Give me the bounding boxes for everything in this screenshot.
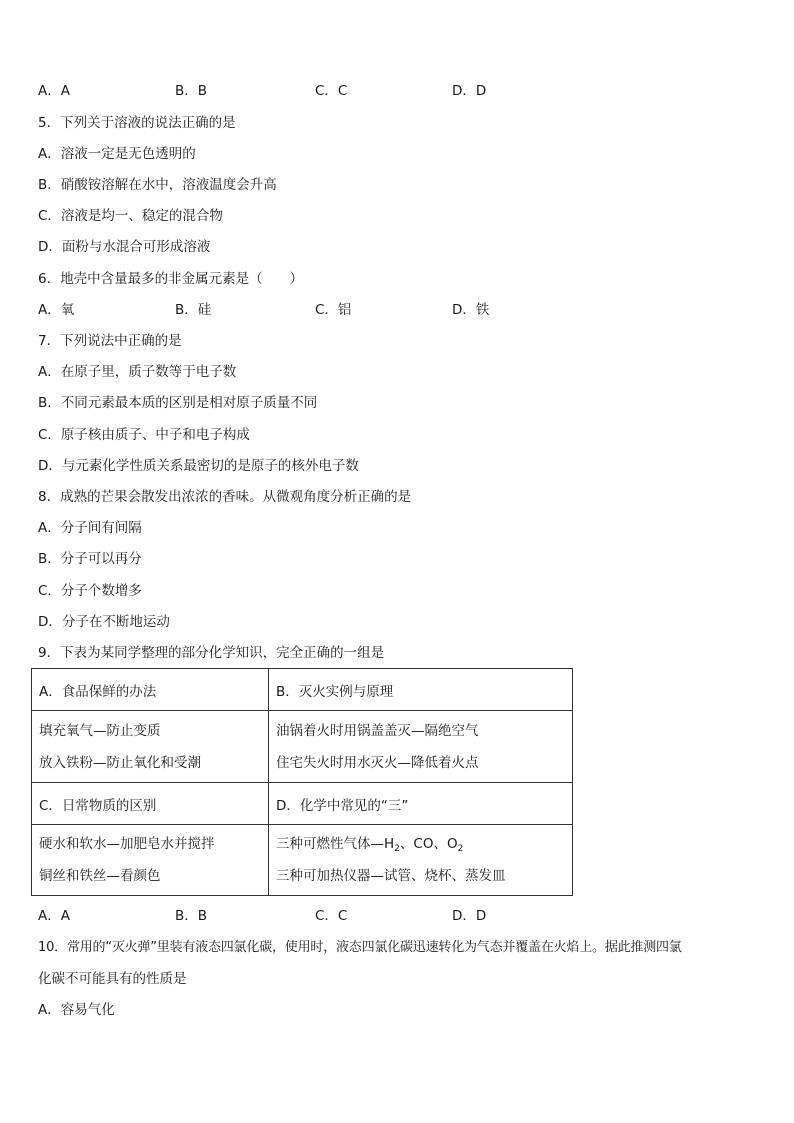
table-cell-d-head: D．化学中常见的“三” bbox=[269, 783, 573, 825]
table-b-line-2: 住宅失火时用水灭火—降低着火点 bbox=[276, 754, 479, 771]
q8-option-a: A．分子间有间隔 bbox=[38, 520, 142, 536]
table-cell-c-body bbox=[32, 825, 269, 896]
subscript-2: 2 bbox=[457, 844, 464, 854]
table-cell-a-head: A．食品保鲜的办法 bbox=[32, 669, 269, 711]
q7-stem: 7．下列说法中正确的是 bbox=[38, 333, 182, 349]
q7-option-c: C．原子核由质子、中子和电子构成 bbox=[38, 427, 250, 443]
q4-option-c: C．C bbox=[315, 83, 348, 99]
q6-option-b: B．硅 bbox=[175, 302, 212, 318]
q7-option-a: A．在原子里，质子数等于电子数 bbox=[38, 364, 237, 380]
table-cell-d-body bbox=[269, 825, 573, 896]
q6-option-c: C．铝 bbox=[315, 302, 352, 318]
q9-option-b: B．B bbox=[175, 908, 208, 924]
table-d-line-1-mid: 、CO、O bbox=[399, 836, 458, 852]
q8-option-c: C．分子个数增多 bbox=[38, 583, 142, 599]
q7-option-b: B．不同元素最本质的区别是相对原子质量不同 bbox=[38, 395, 318, 411]
q4-option-a: A．A bbox=[38, 83, 70, 99]
subscript-2: 2 bbox=[394, 844, 400, 854]
table-a-line-2: 放入铁粉—防止氧化和受潮 bbox=[39, 754, 201, 771]
table-d-line-1 bbox=[276, 828, 565, 860]
table-c-line-1: 硬水和软水—加肥皂水并搅拌 bbox=[39, 836, 215, 852]
table-cell-b-head: B．灭火实例与原理 bbox=[269, 669, 573, 711]
q4-option-b: B．B bbox=[175, 83, 208, 99]
q4-option-d: D．D bbox=[452, 83, 487, 99]
q5-option-b: B．硝酸铵溶解在水中，溶液温度会升高 bbox=[38, 177, 277, 193]
q7-option-d: D．与元素化学性质关系最密切的是原子的核外电子数 bbox=[38, 458, 359, 474]
q8-option-b: B．分子可以再分 bbox=[38, 551, 142, 567]
q10-stem-line-2: 化碳不可能具有的性质是 bbox=[38, 971, 187, 987]
q6-stem: 6．地壳中含量最多的非金属元素是（ ） bbox=[38, 271, 304, 287]
q10-stem-line-1: 10．常用的“灭火弹”里装有液态四氯化碳，使用时，液态四氯化碳迅速转化为气态并覆盖在火焰上。据此推测四氯 bbox=[38, 940, 682, 955]
table-a-line-1: 填充氧气—防止变质 bbox=[39, 722, 161, 739]
knowledge-table bbox=[31, 668, 573, 896]
table-c-line-2: 铜丝和铁丝—看颜色 bbox=[39, 868, 161, 884]
q8-stem: 8．成熟的芒果会散发出浓浓的香味。从微观角度分析正确的是 bbox=[38, 489, 412, 505]
q5-stem: 5．下列关于溶液的说法正确的是 bbox=[38, 115, 236, 131]
q10-option-a: A．容易气化 bbox=[38, 1002, 115, 1018]
q6-option-a: A．氧 bbox=[38, 302, 75, 318]
q9-option-c: C．C bbox=[315, 908, 348, 924]
q6-options bbox=[38, 300, 598, 320]
q5-option-a: A．溶液一定是无色透明的 bbox=[38, 146, 196, 162]
q6-option-d: D．铁 bbox=[452, 302, 490, 318]
q9-option-d: D．D bbox=[452, 908, 487, 924]
table-cell-a-body bbox=[32, 711, 269, 783]
table-cell-b-body bbox=[269, 711, 573, 783]
q4-options bbox=[38, 81, 598, 101]
q9-option-a: A．A bbox=[38, 908, 70, 924]
table-d-line-1-prefix: 三种可燃性气体—H bbox=[276, 836, 395, 852]
table-cell-c-head: C．日常物质的区别 bbox=[32, 783, 269, 825]
q5-option-c: C．溶液是均一、稳定的混合物 bbox=[38, 208, 223, 224]
q5-option-d: D．面粉与水混合可形成溶液 bbox=[38, 239, 211, 255]
q9-options bbox=[38, 906, 598, 926]
table-b-line-1: 油锅着火时用锅盖盖灭—隔绝空气 bbox=[276, 722, 479, 739]
q9-stem: 9．下表为某同学整理的部分化学知识，完全正确的一组是 bbox=[38, 645, 385, 661]
table-d-line-2: 三种可加热仪器—试管、烧杯、蒸发皿 bbox=[276, 868, 506, 884]
q8-option-d: D．分子在不断地运动 bbox=[38, 614, 170, 630]
